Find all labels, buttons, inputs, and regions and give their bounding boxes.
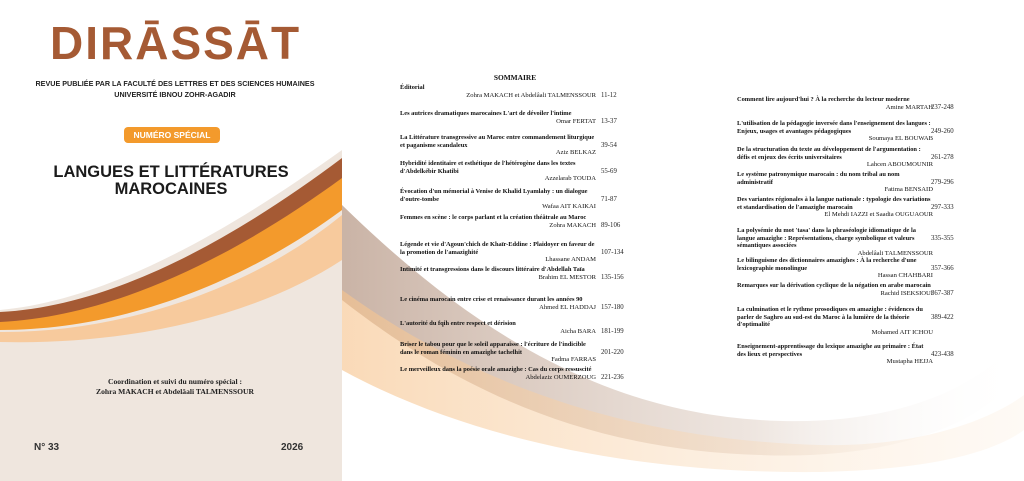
cover-page — [0, 0, 342, 481]
toc-entry-author: Aicha BARA — [560, 327, 596, 335]
toc-entry-author: Mustapha HEJJA — [886, 358, 933, 366]
toc-entry-pages: 389-422 — [931, 314, 954, 321]
toc-entry-title: Remarques sur la dérivation cyclique de la négation en arabe marocain — [737, 282, 931, 289]
toc-entry-title: De la structuration du texte au développement de l'argumentation : défis et enjeux des écrits universitaires — [737, 146, 921, 161]
toc-entry-pages: 11-12 — [601, 92, 617, 99]
toc-entry-pages: 39-54 — [601, 142, 617, 149]
toc-entry-title: Des variantes régionales à la langue nationale : typologie des variations et standardisation de l'amazighe marocain — [737, 196, 931, 211]
toc-entry — [400, 160, 637, 183]
journal-logo: DIRĀSSĀT — [50, 17, 302, 69]
toc-entry — [400, 134, 637, 157]
toc-entry — [737, 306, 967, 337]
toc-entry-title: Comment lire aujourd'hui ? À la recherche du lecteur moderne — [737, 96, 910, 103]
toc-entry-author: Rachid ISEKSIOUI — [880, 289, 933, 297]
toc-entry — [400, 266, 637, 282]
toc-entry-title: La Littérature transgressive au Maroc entre commandement liturgique et paganisme scandaleux — [400, 134, 595, 149]
toc-entry-pages: 135-156 — [601, 274, 624, 281]
toc-entry-title: Éditorial — [400, 84, 425, 91]
coordination-label: Coordination et suivi du numéro spécial : — [107, 377, 243, 386]
cover-title — [40, 164, 302, 198]
toc-entry-title: Le système patronymique marocain : du nom tribal au nom administratif — [737, 171, 900, 186]
toc-entry-author: Zohra MAKACH et Abdelâali TALMENSSOUR — [466, 91, 596, 99]
toc-entry-title: Le cinéma marocain entre crise et renaissance durant les années 90 — [400, 296, 583, 303]
toc-entry-title: Enseignement-apprentissage du lexique amazighe au primaire : État des lieux et perspectives — [737, 343, 924, 358]
toc-entry-title: L'autorité du fqih entre respect et dérision — [400, 320, 516, 327]
toc-entry-title: Le bilinguisme des dictionnaires amazighes : À la recherche d'une lexicographie monolingue — [737, 257, 917, 272]
toc-entry-pages: 261-278 — [931, 154, 954, 161]
toc-entry — [737, 120, 967, 143]
toc-entry-pages: 297-333 — [931, 204, 954, 211]
toc-entry — [737, 96, 967, 112]
coordination-names: Zohra MAKACH et Abdelâali TALMENSSOUR — [96, 387, 254, 396]
toc-entry-author: Abdelaziz OUMERZOUG — [525, 373, 596, 381]
sommaire-heading: SOMMAIRE — [493, 73, 537, 82]
toc-entry-author: Mohamed AIT ICHOU — [871, 329, 933, 337]
toc-entry-pages: 201-220 — [601, 349, 624, 356]
toc-entry — [400, 214, 637, 230]
toc-entry — [400, 84, 637, 100]
coordination-credit — [70, 377, 280, 397]
toc-entry-title: Femmes en scène : le corps parlant et la création théâtrale au Maroc — [400, 214, 587, 221]
toc-entry-author: Hassan CHAHBARI — [877, 272, 933, 280]
toc-entry — [737, 227, 967, 258]
toc-entry — [400, 110, 637, 126]
toc-entry-pages: 221-236 — [601, 374, 624, 381]
toc-entry-pages: 13-37 — [601, 118, 617, 125]
toc-entry-author: Aziz BELKAZ — [555, 149, 596, 157]
toc-entry-author: Wafaa AIT KAIKAI — [542, 203, 596, 211]
toc-entry-author: Brahim EL MESTOR — [538, 273, 596, 281]
toc-entry-pages: 157-180 — [601, 304, 624, 311]
toc-entry-pages: 71-87 — [601, 196, 617, 203]
toc-entry-title: Évocation d'un mémorial à Venise de Khalid Lyamlahy : un dialogue d'outre-tombe — [400, 188, 588, 203]
toc-entry-author: Zohra MAKACH — [549, 221, 596, 229]
toc-entry-author: Ahmed EL HADDAJ — [539, 303, 596, 311]
toc-entry-pages: 335-355 — [931, 235, 954, 242]
toc-entry — [400, 341, 637, 364]
toc-entry — [400, 320, 637, 336]
toc-entry — [737, 171, 967, 194]
toc-entry-pages: 423-438 — [931, 351, 954, 358]
cover-title-line-2: MAROCAINES — [114, 180, 228, 198]
issue-year: 2026 — [281, 442, 304, 453]
special-issue-badge: NUMÉRO SPÉCIAL — [124, 127, 220, 143]
cover-title-line-1: LANGUES ET LITTÉRATURES — [53, 163, 289, 181]
toc-entry-author: Abdelâali TALMENSSOUR — [857, 250, 933, 258]
publisher-info — [30, 78, 320, 100]
toc-entry — [400, 296, 637, 312]
toc-entry-title: L'utilisation de la pédagogie inversée dans l'enseignement des langues : Enjeux, usages et avantages pédagogiques — [737, 120, 931, 135]
toc-entry-title: La polysémie du mot 'tasa' dans la phraséologie idiomatique de la langue amazighe : Représentations, charge symbolique et valeurs sémantiques associées — [737, 227, 916, 250]
cover-waves — [0, 0, 342, 481]
toc-entry-author: Fadma FARRAS — [551, 356, 596, 364]
toc-entry — [737, 282, 967, 298]
toc-entry-pages: 107-134 — [601, 249, 624, 256]
toc-entry — [737, 257, 967, 280]
toc-entry-author: Lhassane ANDAM — [545, 256, 596, 264]
toc-entry-author: El Mehdi IAZZI et Saadia OUGUAOUR — [824, 211, 933, 219]
toc-entry-title: Légende et vie d'Agoun'chich de Khaïr-Eddine : Plaidoyer en faveur de la promotion de l'amazighité — [400, 241, 595, 256]
toc-entry-title: Intimité et transgressions dans le discours littéraire d'Abdellah Taïa — [400, 266, 585, 273]
toc-entry-title: Les autrices dramatiques marocaines L'art de dévoiler l'intime — [400, 110, 572, 117]
toc-entry-pages: 249-260 — [931, 128, 954, 135]
toc-entry — [737, 343, 967, 366]
toc-entry-pages: 357-366 — [931, 265, 954, 272]
university-line: UNIVERSITÉ IBNOU ZOHR-AGADIR — [114, 90, 236, 99]
toc-entry-title: La culmination et le rythme prosodiques en amazighe : évidences du parler de Saghro au sud-est du Maroc à la lumière de la théorie d'optimalité — [737, 306, 923, 329]
toc-entry-pages: 279-296 — [931, 179, 954, 186]
toc-entry — [400, 188, 637, 211]
toc-entry-pages: 181-199 — [601, 328, 624, 335]
toc-entry-author: Soumaya EL BOUWAB — [868, 135, 933, 143]
toc-entry-pages: 55-69 — [601, 168, 617, 175]
toc-entry-author: Lahcen ABOUMOUNIR — [866, 161, 933, 169]
toc-entry-author: Amine MARTAH — [885, 103, 933, 111]
toc-entry-pages: 237-248 — [931, 104, 954, 111]
toc-entry — [400, 366, 637, 382]
toc-entry-title: Briser le tabou pour que le soleil apparaisse : l'écriture de l'indicible dans le roman féminin en amazighe tachelhit — [400, 341, 586, 356]
publisher-line: REVUE PUBLIÉE PAR LA FACULTÉ DES LETTRES ET DES SCIENCES HUMAINES — [35, 79, 315, 88]
toc-entry — [400, 241, 637, 264]
issue-number: N° 33 — [34, 442, 60, 453]
toc-entry-author: Omar FERTAT — [556, 117, 596, 125]
toc-entry-pages: 367-387 — [931, 290, 954, 297]
toc-entry-title: Hybridité identitaire et esthétique de l'hétérogène dans les textes d'Abdelkébir Khatibi — [400, 160, 576, 175]
toc-entry — [737, 146, 967, 169]
toc-entry-pages: 89-106 — [601, 222, 621, 229]
toc-entry — [737, 196, 967, 219]
toc-entry-author: Azzelarab TOUDA — [544, 175, 596, 183]
toc-entry-title: Le merveilleux dans la poésie orale amazighe : Cas du corps ressuscité — [400, 366, 592, 373]
toc-entry-author: Fatima BENSAID — [884, 186, 933, 194]
